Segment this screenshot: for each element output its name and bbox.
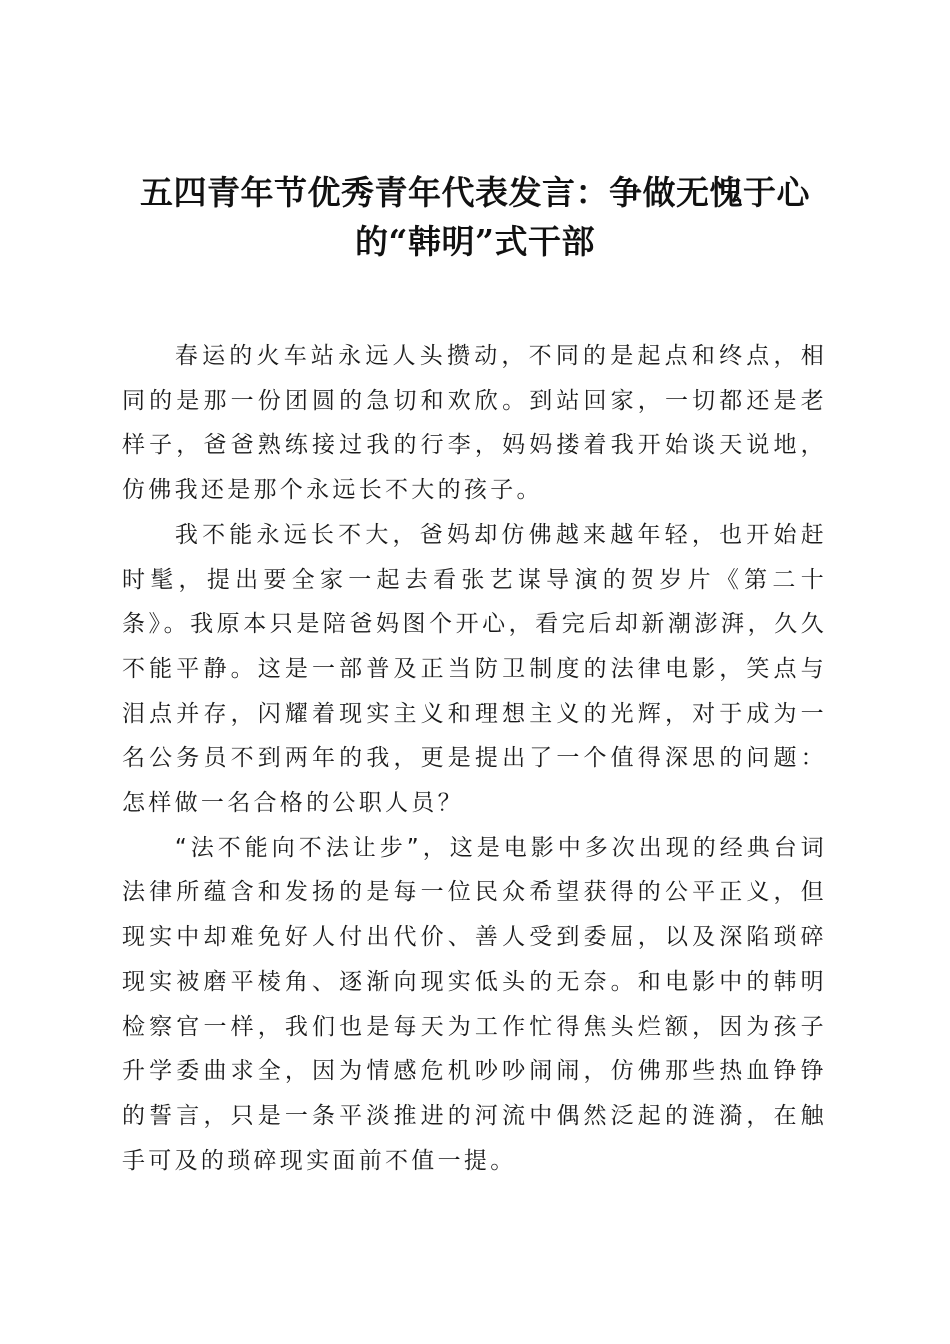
paragraph-1: 春运的火车站永远人头攒动，不同的是起点和终点，相同的是那一份团圆的急切和欢欣。到站回家，一切都还是老样子，爸爸熟练接过我的行李，妈妈搂着我开始谈天说地，仿佛我还是那个永远长不大的孩子。	[122, 343, 827, 504]
document-body	[122, 334, 827, 1183]
paragraph-3: “法不能向不法让步”，这是电影中多次出现的经典台词法律所蕴含和发扬的是每一位民众希望获得的公平正义，但现实中却难免好人付出代价、善人受到委屈，以及深陷琐碎现实被磨平棱角、逐渐向现实低头的无奈。和电影中的韩明检察官一样，我们也是每天为工作忙得焦头烂额，因为孩子升学委曲求全，因为情感危机吵吵闹闹，仿佛那些热血铮铮的誓言，只是一条平淡推进的河流中偶然泛起的涟漪，在触手可及的琐碎现实面前不值一提。	[122, 834, 827, 1174]
title-line-2: 的“韩明”式干部	[355, 222, 595, 261]
title-line-1: 五四青年节优秀青年代表发言：争做无愧于心	[140, 173, 810, 212]
document-title	[110, 168, 840, 266]
paragraph-2: 我不能永远长不大，爸妈却仿佛越来越年轻，也开始赶时髦，提出要全家一起去看张艺谋导演的贺岁片《第二十条》。我原本只是陪爸妈图个开心，看完后却新潮澎湃，久久不能平静。这是一部普及正当防卫制度的法律电影，笑点与泪点并存，闪耀着现实主义和理想主义的光辉，对于成为一名公务员不到两年的我，更是提出了一个值得深思的问题：怎样做一名合格的公职人员？	[122, 521, 827, 817]
